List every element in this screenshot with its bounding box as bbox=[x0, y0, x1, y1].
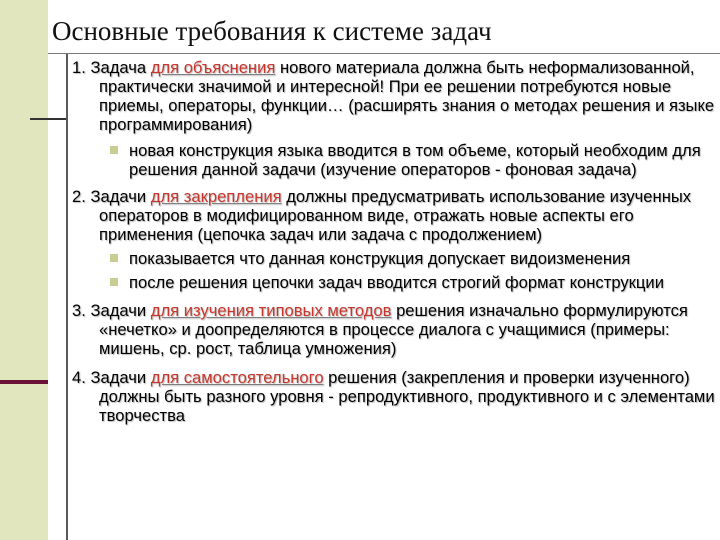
item-highlight: для самостоятельного bbox=[150, 368, 324, 387]
item-text: решения (закрепления и проверки изученного) должны быть разного уровня - репродуктивного, продуктивного и с элементами творчества bbox=[99, 368, 715, 425]
item-highlight: для объяснения bbox=[150, 58, 276, 77]
list-item bbox=[72, 58, 718, 134]
decorative-tick bbox=[30, 118, 66, 120]
item-number: 1. Задача bbox=[72, 58, 151, 77]
item-text: должны предусматривать использование изученных операторов в модифицированном виде, отражать новые аспекты его применения (цепочка задач или задача с продолжением) bbox=[99, 187, 692, 244]
bullet-square-icon bbox=[110, 146, 118, 154]
sub-bullet-text: новая конструкция языка вводится в том объеме, который необходим для решения данной задачи (изучение операторов - фоновая задача) bbox=[129, 141, 701, 179]
sub-bullet bbox=[72, 141, 718, 179]
item-highlight: для закрепления bbox=[150, 187, 282, 206]
item-highlight: для изучения типовых методов bbox=[150, 301, 392, 320]
list-item bbox=[72, 301, 718, 358]
item-text: решения изначально формулируются «нечетко» и доопределяются в процессе диалога с учащимися (примеры: мишень, ср. рост, таблица умножения) bbox=[99, 301, 688, 358]
bullet-square-icon bbox=[110, 278, 118, 286]
item-number: 3. Задачи bbox=[72, 301, 151, 320]
slide-title: Основные требования к системе задач bbox=[52, 16, 492, 46]
sub-bullet bbox=[72, 249, 718, 268]
item-text: нового материала должна быть неформализованной, практически значимой и интересной! При ее решении потребуются новые приемы, операторы, функции… (расширять знания о методах решения и языке программирования) bbox=[99, 58, 715, 134]
list-item bbox=[72, 187, 718, 244]
item-number: 2. Задачи bbox=[72, 187, 151, 206]
item-number: 4. Задачи bbox=[72, 368, 151, 387]
list-item bbox=[72, 368, 718, 425]
slide-content bbox=[72, 58, 718, 425]
bullet-square-icon bbox=[110, 254, 118, 262]
sub-bullet-text: после решения цепочки задач вводится строгий формат конструкции bbox=[129, 273, 664, 292]
decorative-accent-bar bbox=[0, 380, 48, 384]
sub-bullet bbox=[72, 273, 718, 292]
content-divider bbox=[66, 54, 68, 540]
decorative-side-band bbox=[0, 0, 48, 540]
title-divider bbox=[48, 53, 720, 54]
sub-bullet-text: показывается что данная конструкция допускает видоизменения bbox=[129, 249, 631, 268]
